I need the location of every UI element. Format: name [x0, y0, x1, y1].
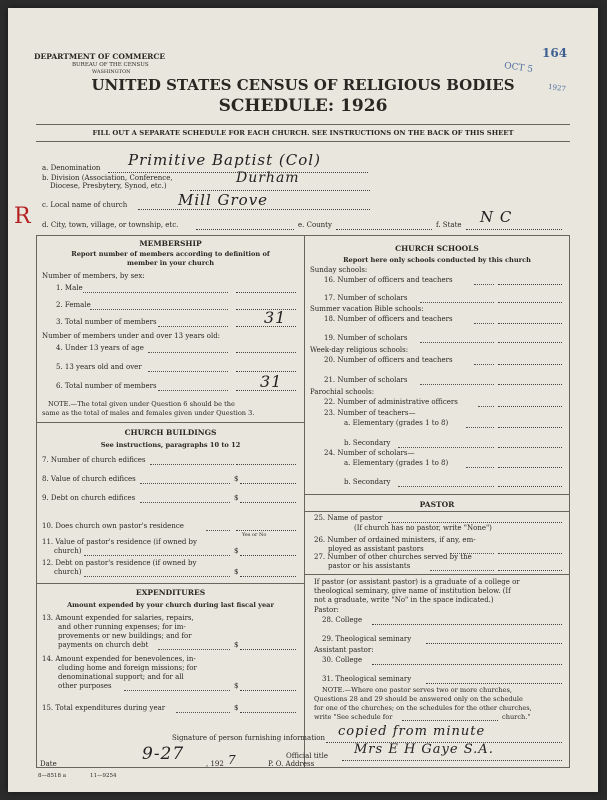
q18: 18. Number of officers and teachers [324, 315, 453, 323]
separate-schedule-instructions: FILL OUT A SEPARATE SCHEDULE FOR EACH CHURCH. SEE INSTRUCTIONS ON THE BACK OF THIS SHEET [92, 129, 514, 137]
dollar-sign: $ [234, 568, 239, 576]
expenditures-title: EXPENDITURES [135, 588, 206, 597]
division-value: Durham [236, 170, 300, 186]
form-title: UNITED STATES CENSUS OF RELIGIOUS BODIES [91, 76, 515, 94]
membership-intro: Report number of members according to definition of [71, 250, 270, 258]
dollar-sign: $ [234, 704, 239, 712]
q24-secondary: b. Secondary [344, 478, 391, 486]
dollar-sign: $ [234, 547, 239, 555]
q15-total-expenditures: 15. Total expenditures during year [42, 704, 166, 712]
q3-total: 3. Total number of members [56, 318, 157, 326]
membership-intro-2: member in your church [127, 259, 214, 267]
buildings-title: CHURCH BUILDINGS [124, 428, 217, 437]
stamp-number: 164 [542, 46, 568, 60]
q4-under-13: 4. Under 13 years of age [56, 344, 144, 352]
denomination-label: a. Denomination [42, 164, 101, 172]
department-label: DEPARTMENT OF COMMERCE [34, 52, 166, 61]
q9-edifice-debt: 9. Debt on church edifices [42, 494, 136, 502]
denomination-value: Primitive Baptist (Col) [128, 151, 321, 169]
q23: 23. Number of teachers— [324, 409, 416, 417]
pastor-note-4: write "See schedule for [314, 713, 393, 721]
year-printed: , 192 [206, 760, 224, 768]
stamp-year: 1927 [547, 82, 567, 94]
q26-line-2: ployed as assistant pastors [328, 545, 424, 553]
pastor-note-2: Questions 28 and 29 should be answered only on the schedule [314, 695, 523, 703]
q24-elementary: a. Elementary (grades 1 to 8) [344, 459, 449, 467]
expenditures-intro: Amount expended by your church during last fiscal year [67, 601, 274, 609]
q13-line-3: provements or new buildings; and for [58, 632, 192, 640]
q19: 19. Number of scholars [324, 334, 408, 342]
signature-value: copied from minute [338, 724, 486, 739]
q11-residence-value: 11. Value of pastor's residence (if owned by [42, 538, 197, 546]
membership-note-2: same as the total of males and females given under Question 3. [42, 409, 255, 417]
census-schedule-sheet [8, 8, 598, 792]
signature-label: Signature of person furnishing information [172, 734, 326, 742]
q7-edifices: 7. Number of church edifices [42, 456, 146, 464]
q14-line-3: denominational support; and for all [58, 673, 184, 681]
received-date-stamp: OCT 5 [503, 61, 534, 75]
q1-male: 1. Male [56, 284, 83, 292]
margin-mark: R [14, 204, 32, 229]
q25-hint: (If church has no pastor, write "None") [354, 524, 492, 532]
division-label: b. Division (Association, Conference, [42, 174, 173, 182]
local-name-value: Mill Grove [178, 191, 269, 209]
q14-line-2: cluding home and foreign missions; for [58, 664, 197, 672]
pastor-label: Pastor: [314, 606, 339, 614]
pastor-note: NOTE.—Where one pastor serves two or more churches, [322, 686, 512, 694]
q5-13-and-over: 5. 13 years old and over [56, 363, 142, 371]
graduate-instructions: If pastor (or assistant pastor) is a graduate of a college or [314, 578, 520, 586]
q27-line-2: pastor or his assistants [328, 562, 411, 570]
q29-seminary: 29. Theological seminary [322, 635, 412, 643]
pastor-note-4b: church." [502, 713, 531, 721]
state-value: N C [480, 208, 513, 226]
q20: 20. Number of officers and teachers [324, 356, 453, 364]
q13-line-4: payments on church debt [58, 641, 149, 649]
official-title-value: Mrs E H Gaye S.A. [354, 742, 494, 757]
sunday-schools-label: Sunday schools: [310, 266, 368, 274]
q27-other-churches: 27. Number of other churches served by the [314, 553, 472, 561]
weekday-schools-label: Week-day religious schools: [310, 346, 409, 354]
po-address-label: P. O. Address [268, 760, 315, 768]
q8-edifice-value: 8. Value of church edifices [42, 475, 136, 483]
q2-female: 2. Female [56, 301, 91, 309]
q26-ordained-ministers: 26. Number of ordained ministers, if any, em- [314, 536, 476, 544]
buildings-intro: See instructions, paragraphs 10 to 12 [100, 441, 241, 449]
form-number: 8—8518 a [38, 773, 67, 779]
year-digit: 7 [228, 753, 237, 767]
date-label: Date [40, 760, 57, 768]
q22: 22. Number of administrative officers [324, 398, 458, 406]
assistant-pastor-label: Assistant pastor: [314, 646, 374, 654]
local-name-label: c. Local name of church [42, 201, 128, 209]
pastor-title: PASTOR [419, 500, 455, 509]
schools-intro: Report here only schools conducted by this church [343, 256, 531, 264]
state-label: f. State [436, 221, 462, 229]
form-subtitle: SCHEDULE: 1926 [218, 96, 388, 116]
membership-title: MEMBERSHIP [139, 239, 202, 248]
members-by-sex-label: Number of members, by sex: [42, 272, 145, 280]
parochial-schools-label: Parochial schools: [310, 388, 375, 396]
dollar-sign: $ [234, 682, 239, 690]
q6-total: 6. Total number of members [56, 382, 157, 390]
yes-no-hint: Yes or No [242, 532, 267, 538]
q25-pastor-name: 25. Name of pastor [314, 514, 383, 522]
q14-benevolences: 14. Amount expended for benevolences, in- [42, 655, 196, 663]
q16: 16. Number of officers and teachers [324, 276, 453, 284]
q31-seminary: 31. Theological seminary [322, 675, 412, 683]
q28-college: 28. College [322, 616, 363, 624]
print-number: 11—9254 [90, 773, 117, 779]
q13-running-expenses: 13. Amount expended for salaries, repairs, [42, 614, 194, 622]
schools-title: CHURCH SCHOOLS [395, 244, 479, 253]
q3-total-value: 31 [264, 308, 287, 327]
q17: 17. Number of scholars [324, 294, 408, 302]
membership-note: NOTE.—The total given under Question 6 should be the [48, 400, 235, 408]
graduate-instructions-2: theological seminary, give name of institution below. (If [314, 587, 511, 595]
division-label-2: Diocese, Presbytery, Synod, etc.) [50, 182, 167, 190]
q11-residence-value-2: church) [54, 547, 82, 555]
q14-line-4: other purposes [58, 682, 112, 690]
graduate-instructions-3: not a graduate, write "No" in the space indicated.) [314, 596, 494, 604]
dollar-sign: $ [234, 641, 239, 649]
city-town-label: d. City, town, village, or township, etc. [42, 221, 179, 229]
q24: 24. Number of scholars— [324, 449, 415, 457]
bureau-label: BUREAU OF THE CENSUS [72, 62, 149, 68]
official-title-label: Official title [286, 752, 328, 760]
county-label: e. County [298, 221, 332, 229]
age-intro-label: Number of members under and over 13 years old: [42, 332, 221, 340]
q12-residence-debt: 12. Debt on pastor's residence (if owned by [42, 559, 197, 567]
city-label: WASHINGTON [92, 69, 131, 75]
q30-college: 30. College [322, 656, 363, 664]
q23-elementary: a. Elementary (grades 1 to 8) [344, 419, 449, 427]
q21: 21. Number of scholars [324, 376, 408, 384]
dollar-sign: $ [234, 475, 239, 483]
q23-secondary: b. Secondary [344, 439, 391, 447]
date-value: 9-27 [142, 744, 185, 764]
q13-line-2: and other running expenses; for im- [58, 623, 186, 631]
q6-total-value: 31 [260, 372, 283, 391]
q12-residence-debt-2: church) [54, 568, 82, 576]
pastor-note-3: for one of the churches; on the schedules for the other churches, [314, 704, 532, 712]
summer-schools-label: Summer vacation Bible schools: [310, 305, 424, 313]
dollar-sign: $ [234, 494, 239, 502]
q10-owns-residence: 10. Does church own pastor's residence [42, 522, 184, 530]
